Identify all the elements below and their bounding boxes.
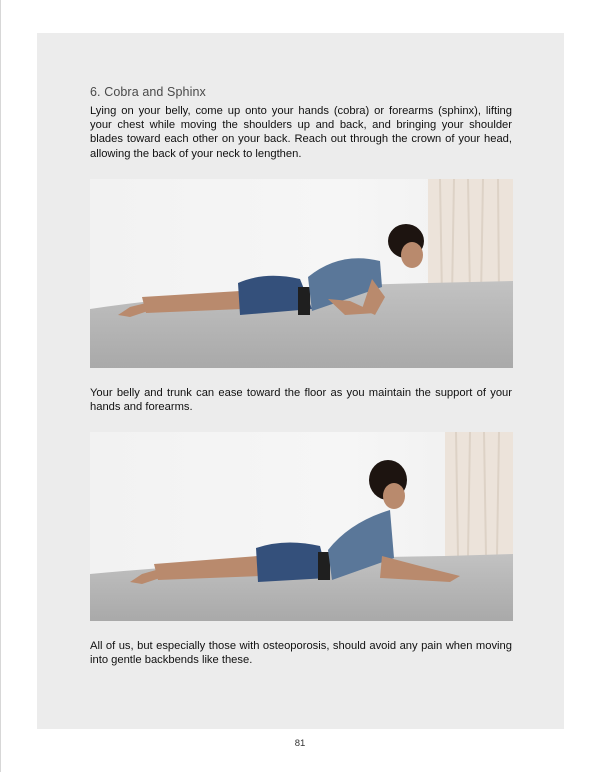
page-left-edge bbox=[0, 0, 1, 772]
intro-paragraph: Lying on your belly, come up onto your hands (cobra) or forearms (sphinx), lifting your chest while moving the shoulders up and back, and bringing your shoulder blades toward each other on your back. Reach out through the crown of your head, allowing the back of your neck to lengthen. bbox=[90, 105, 512, 160]
cobra-pose-photo bbox=[90, 432, 513, 621]
middle-paragraph: Your belly and trunk can ease toward the floor as you maintain the support of your hands and forearms. bbox=[90, 387, 512, 414]
page-content bbox=[37, 33, 564, 729]
sphinx-pose-photo bbox=[90, 179, 513, 368]
section-heading: 6. Cobra and Sphinx bbox=[90, 85, 206, 99]
closing-paragraph: All of us, but especially those with osteoporosis, should avoid any pain when moving into gentle backbends like these. bbox=[90, 640, 512, 667]
page-number: 81 bbox=[294, 738, 306, 749]
